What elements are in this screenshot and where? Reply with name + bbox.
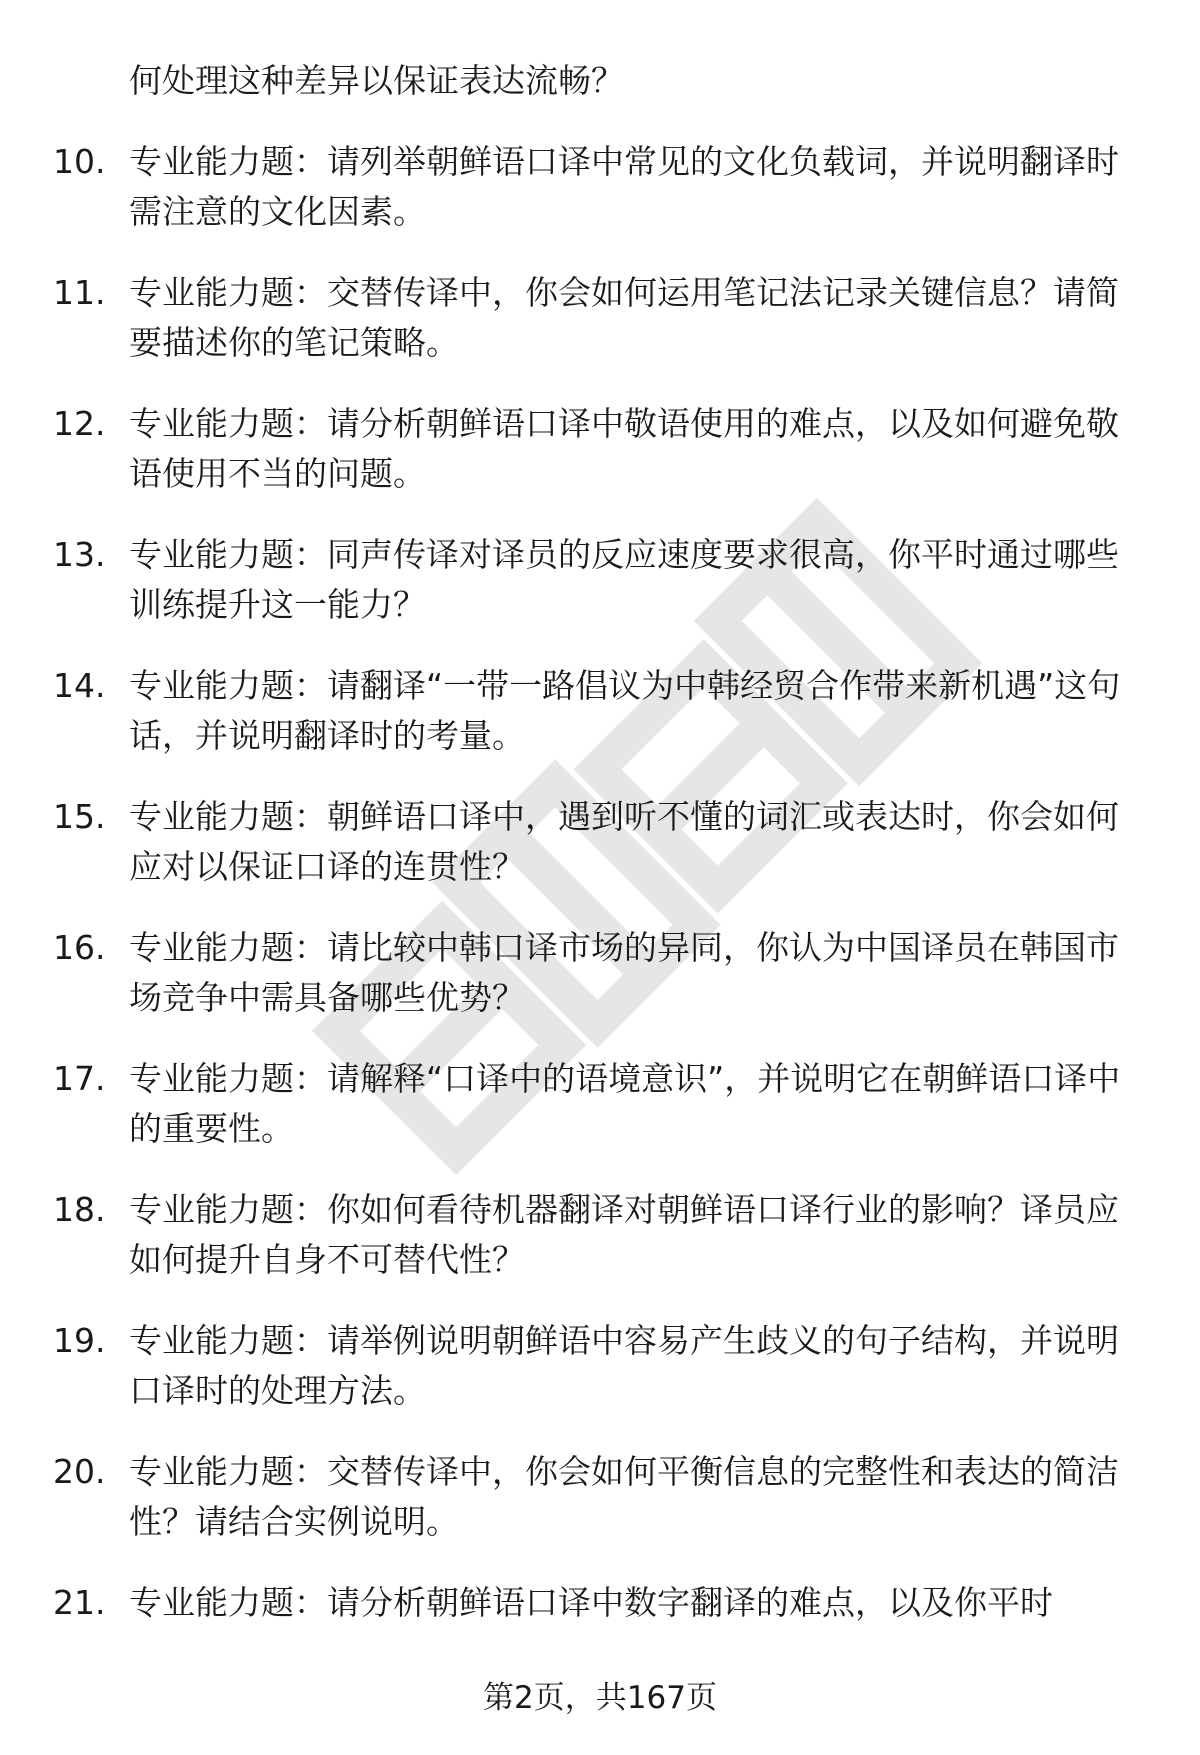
question-text: 专业能力题：请举例说明朝鲜语中容易产生歧义的句子结构，并说明口译时的处理方法。 bbox=[129, 1321, 1119, 1410]
question-number: 20. bbox=[53, 1452, 106, 1491]
question-number: 14. bbox=[53, 666, 106, 705]
question-text: 专业能力题：交替传译中，你会如何运用笔记法记录关键信息？请简要描述你的笔记策略。 bbox=[129, 273, 1119, 362]
question-item-15 bbox=[0, 792, 1200, 892]
question-number: 21. bbox=[53, 1583, 106, 1622]
question-number: 18. bbox=[53, 1190, 106, 1229]
question-item-10 bbox=[0, 137, 1200, 237]
question-item-11 bbox=[0, 268, 1200, 368]
question-continuation-text: 何处理这种差异以保证表达流畅？ bbox=[129, 61, 624, 100]
question-text: 专业能力题：请翻译“一带一路倡议为中韩经贸合作带来新机遇”这句话，并说明翻译时的考量。 bbox=[129, 666, 1121, 755]
question-item-20 bbox=[0, 1447, 1200, 1547]
question-text: 专业能力题：请解释“口译中的语境意识”，并说明它在朝鲜语口译中的重要性。 bbox=[129, 1059, 1121, 1148]
question-number: 11. bbox=[53, 273, 106, 312]
question-number: 15. bbox=[53, 797, 106, 836]
page-number-footer: 第2页，共167页 bbox=[483, 1680, 717, 1716]
question-item-21 bbox=[0, 1578, 1200, 1628]
question-item-16 bbox=[0, 923, 1200, 1023]
question-text: 专业能力题：请分析朝鲜语口译中数字翻译的难点，以及你平时 bbox=[129, 1583, 1053, 1622]
question-list bbox=[0, 56, 1200, 1659]
question-number: 16. bbox=[53, 928, 106, 967]
question-number: 17. bbox=[53, 1059, 106, 1098]
question-item-17 bbox=[0, 1054, 1200, 1154]
question-item-14 bbox=[0, 661, 1200, 761]
question-text: 专业能力题：你如何看待机器翻译对朝鲜语口译行业的影响？译员应如何提升自身不可替代性？ bbox=[129, 1190, 1119, 1279]
question-item-18 bbox=[0, 1185, 1200, 1285]
question-text: 专业能力题：请列举朝鲜语口译中常见的文化负载词，并说明翻译时需注意的文化因素。 bbox=[129, 142, 1119, 231]
question-text: 专业能力题：朝鲜语口译中，遇到听不懂的词汇或表达时，你会如何应对以保证口译的连贯性？ bbox=[129, 797, 1119, 886]
question-text: 专业能力题：请比较中韩口译市场的异同，你认为中国译员在韩国市场竞争中需具备哪些优势？ bbox=[129, 928, 1119, 1017]
question-text: 专业能力题：同声传译对译员的反应速度要求很高，你平时通过哪些训练提升这一能力？ bbox=[129, 535, 1119, 624]
question-number: 12. bbox=[53, 404, 106, 443]
question-item-13 bbox=[0, 530, 1200, 630]
question-number: 13. bbox=[53, 535, 106, 574]
question-text: 专业能力题：交替传译中，你会如何平衡信息的完整性和表达的简洁性？请结合实例说明。 bbox=[129, 1452, 1119, 1541]
question-text: 专业能力题：请分析朝鲜语口译中敬语使用的难点，以及如何避免敬语使用不当的问题。 bbox=[129, 404, 1119, 493]
question-number: 19. bbox=[53, 1321, 106, 1360]
question-item-12 bbox=[0, 399, 1200, 499]
question-number: 10. bbox=[53, 142, 106, 181]
question-item-19 bbox=[0, 1316, 1200, 1416]
question-continuation bbox=[0, 56, 1200, 106]
